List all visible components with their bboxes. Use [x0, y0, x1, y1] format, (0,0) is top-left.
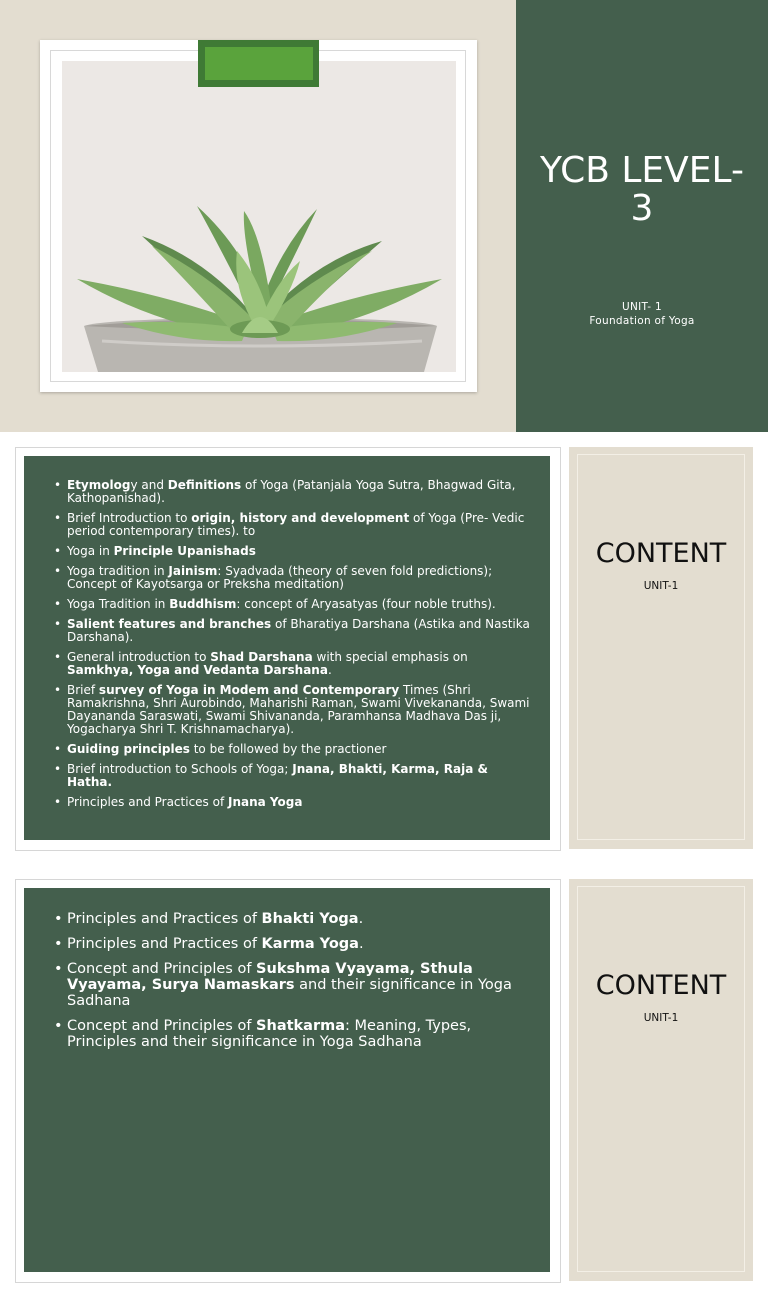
green-tab-inner — [205, 47, 313, 80]
text: and their significance in Yoga Sadhana — [67, 977, 512, 1009]
text: : Meaning, Types, Principles and their significance in Yoga Sadhana — [67, 1018, 472, 1050]
list-item — [54, 911, 534, 927]
slide-heading: CONTENT — [595, 538, 727, 569]
slide-subheading: UNIT-1 — [643, 580, 679, 592]
list-item — [54, 565, 534, 591]
content-list — [54, 479, 534, 816]
text: . — [358, 911, 364, 927]
text: . — [327, 663, 332, 677]
text: of Yoga (Patanjala Yoga Sutra, Bhagwad Gita, Kathopanishad). — [67, 478, 516, 505]
text: Yoga Tradition in — [67, 597, 170, 611]
bold-text: Jnana Yoga — [228, 795, 303, 809]
text: Concept and Principles of — [67, 1018, 257, 1034]
bold-text: Principle Upanishads — [113, 544, 256, 558]
list-item — [54, 512, 534, 538]
text: Brief — [67, 683, 99, 697]
list-item — [54, 763, 534, 789]
text: to be followed by the practioner — [189, 742, 387, 756]
subtitle-label: Foundation of Yoga — [589, 315, 695, 327]
text: Brief introduction to Schools of Yoga; — [67, 762, 293, 776]
text: Principles and Practices of — [67, 911, 262, 927]
succulent-plant-photo — [62, 61, 456, 372]
text: Yoga in — [67, 544, 114, 558]
bold-text: Guiding principles — [67, 742, 190, 756]
text: of Yoga (Pre- Vedic period contemporary times). to — [67, 511, 525, 538]
deck-subtitle — [516, 300, 768, 328]
bold-text: Jnana, Bhakti, Karma, Raja & Hatha. — [67, 762, 488, 789]
bold-text: Shad Darshana — [210, 650, 313, 664]
text: y and — [130, 478, 168, 492]
text: Concept and Principles of — [67, 961, 257, 977]
bold-text: origin, history and development — [191, 511, 410, 525]
slide-heading: CONTENT — [595, 970, 727, 1001]
text: with special emphasis on — [312, 650, 468, 664]
bold-text: Sukshma Vyayama, Sthula Vyayama, Surya Namaskars — [67, 961, 473, 993]
list-item — [54, 684, 534, 736]
list-item — [54, 796, 534, 809]
content-slide-1 — [0, 432, 768, 864]
text: . — [358, 936, 364, 952]
slide-subheading: UNIT-1 — [643, 1012, 679, 1024]
content-list — [54, 911, 534, 1059]
bold-text: Etymolog — [67, 478, 131, 492]
side-panel-border — [577, 454, 745, 840]
list-item — [54, 936, 534, 952]
text: Principles and Practices of — [67, 936, 262, 952]
text: of Bharatiya Darshana (Astika and Nastika Darshana). — [67, 617, 530, 644]
content-slide-2 — [0, 864, 768, 1296]
list-item — [54, 598, 534, 611]
unit-label: UNIT- 1 — [622, 301, 662, 313]
bold-text: Samkhya, Yoga and Vedanta Darshana — [67, 663, 328, 677]
text: Times (Shri Ramakrishna, Shri Aurobindo, Maharishi Raman, Swami Vivekananda, Swami Dayananda Saraswati, Swami Shivananda, Paramhansa Madhava Das ji, Yogacharya Shri T. Krishnamacharya). — [67, 683, 530, 736]
list-item — [54, 743, 534, 756]
deck-title — [516, 152, 768, 228]
bold-text: survey of Yoga in Modem and Contemporary — [98, 683, 400, 697]
list-item — [54, 479, 534, 505]
photo-frame — [40, 40, 477, 392]
plant-illustration — [62, 61, 456, 372]
side-panel-border — [577, 886, 745, 1272]
bold-text: Buddhism — [169, 597, 237, 611]
bold-text: Definitions — [167, 478, 242, 492]
list-item — [54, 961, 534, 1009]
list-item — [54, 1018, 534, 1050]
text: : Syadvada (theory of seven fold predictions); Concept of Kayotsarga or Preksha meditation) — [67, 564, 493, 591]
deck-title-line1: YCB LEVEL- — [540, 150, 744, 191]
text: Yoga tradition in — [67, 564, 169, 578]
text: Brief Introduction to — [67, 511, 192, 525]
deck-title-line2: 3 — [630, 188, 654, 229]
list-item — [54, 618, 534, 644]
bold-text: Bhakti Yoga — [261, 911, 359, 927]
bold-text: Karma Yoga — [261, 936, 359, 952]
bold-text: Shatkarma — [256, 1018, 346, 1034]
text: Principles and Practices of — [67, 795, 228, 809]
list-item — [54, 651, 534, 677]
text: : concept of Aryasatyas (four noble truths). — [236, 597, 496, 611]
text: General introduction to — [67, 650, 211, 664]
list-item — [54, 545, 534, 558]
title-slide — [0, 0, 768, 432]
bold-text: Jainism — [168, 564, 218, 578]
bold-text: Salient features and branches — [67, 617, 272, 631]
